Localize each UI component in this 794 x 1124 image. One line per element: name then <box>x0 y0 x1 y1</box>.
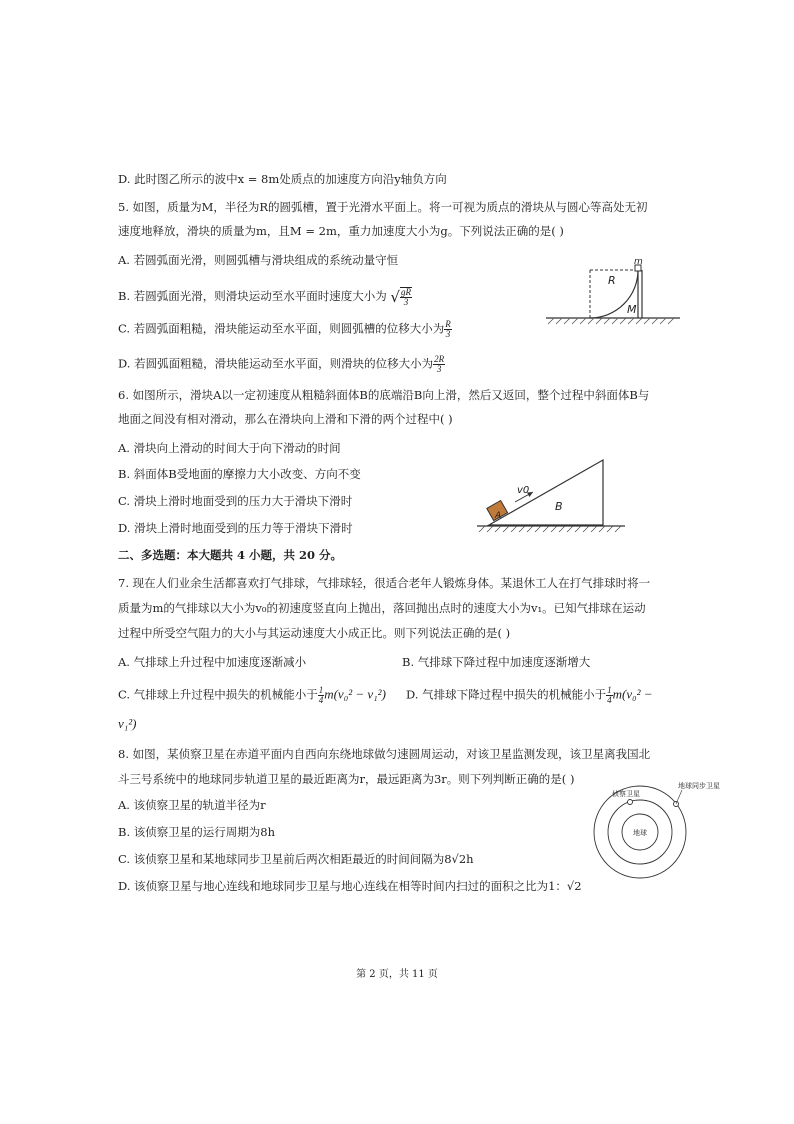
fraction-numerator: 1 <box>607 685 612 695</box>
q7-option-c <box>118 686 386 705</box>
q6-option-c: C. 滑块上滑时地面受到的压力大于滑块下滑时 <box>118 494 353 508</box>
q6-option-b: B. 斜面体B受地面的摩擦力大小改变、方向不变 <box>118 467 361 481</box>
q6-option-d: D. 滑块上滑时地面受到的压力等于滑块下滑时 <box>118 521 353 535</box>
q5-option-b-fraction <box>400 287 412 307</box>
fraction-denominator: 4 <box>318 695 324 705</box>
q7-option-b: B. 气排球下降过程中加速度逐渐增大 <box>402 655 591 669</box>
q8-figure-orbits <box>592 772 732 894</box>
q5-figure-arc-groove <box>540 258 690 334</box>
q7-option-d-expression: m(v₀² − <box>612 686 653 702</box>
q7-option-c-expression: m(v₀² − v₁²) <box>324 686 386 702</box>
ground-hatching <box>548 318 674 324</box>
q7-option-a: A. 气排球上升过程中加速度逐渐减小 <box>118 655 307 669</box>
q5-option-b <box>118 287 412 307</box>
fraction-numerator: 2R <box>434 354 445 364</box>
fraction-denominator: 3 <box>436 364 442 374</box>
q8-option-d: D. 该侦察卫星与地心连线和地球同步卫星与地心连线在相等时间内扫过的面积之比为1：√2 <box>118 879 582 893</box>
label-earth: 地球 <box>633 829 647 837</box>
page-footer: 第 2 页，共 11 页 <box>356 969 438 980</box>
q5-option-a: A. 若圆弧面光滑，则圆弧槽与滑块组成的系统动量守恒 <box>118 253 399 267</box>
label-v0: v0 <box>517 485 530 496</box>
label-leader-line <box>676 790 682 804</box>
q7-option-d <box>406 686 653 705</box>
q6-figure-incline <box>475 455 635 535</box>
q5-option-d-fraction <box>433 355 445 374</box>
q5-option-d-text: D. 若圆弧面粗糙，滑块能运动至水平面，则滑块的位移大小为 <box>118 356 434 371</box>
q6-stem-line1: 6. 如图所示，滑块A以一定初速度从粗糙斜面体B的底端沿B向上滑，然后又返回，整个过程中斜面体B与 <box>118 388 650 402</box>
q7-option-c-text: C. 气排球上升过程中损失的机械能小于 <box>118 687 318 702</box>
fraction-denominator: 4 <box>607 695 612 705</box>
ground-hatching <box>479 526 621 532</box>
spy-satellite <box>628 800 633 805</box>
fraction-denominator: 3 <box>445 329 451 339</box>
sqrt-sign: √ <box>390 288 400 306</box>
q7-option-d-continued: v₁²) <box>118 716 137 731</box>
section-heading-multiple-choice: 二、多选题：本大题共 4 小题，共 20 分。 <box>118 548 343 562</box>
label-R: R <box>608 274 616 287</box>
label-spy-satellite: 侦察卫星 <box>612 790 640 798</box>
q7-stem-line2: 质量为m的气排球以大小为v₀的初速度竖直向上抛出，落回抛出点时的速度大小为v₁。已知气排球在运动 <box>118 601 646 615</box>
q4-option-d: D. 此时图乙所示的波中x = 8m处质点的加速度方向沿y轴负方向 <box>118 172 447 186</box>
label-A: A <box>495 511 502 521</box>
label-B: B <box>555 500 563 513</box>
q5-option-c-text: C. 若圆弧面粗糙，滑块能运动至水平面，则圆弧槽的位移大小为 <box>118 321 445 336</box>
q6-stem-line2: 地面之间没有相对滑动，那么在滑块向上滑和下滑的两个过程中( ) <box>118 412 453 426</box>
q8-option-a: A. 该侦察卫星的轨道半径为r <box>118 798 266 812</box>
label-geostationary-satellite: 地球同步卫星 <box>678 782 720 790</box>
fraction-numerator: R <box>445 319 451 329</box>
q5-stem-line2: 速度地释放，滑块的质量为m，且M = 2m，重力加速度大小为g。下列说法正确的是( ) <box>118 224 564 238</box>
q7-option-d-text: D. 气排球下降过程中损失的机械能小于 <box>406 687 607 702</box>
q6-option-a: A. 滑块向上滑动的时间大于向下滑动的时间 <box>118 441 341 455</box>
fraction-numerator: gR <box>400 287 411 297</box>
q5-option-d <box>118 355 445 374</box>
q8-option-c: C. 该侦察卫星和某地球同步卫星前后两次相距最近的时间间隔为8√2h <box>118 852 474 866</box>
q8-stem-line2: 斗三号系统中的地球同步轨道卫星的最近距离为r，最远距离为3r。则下列判断正确的是( ) <box>118 772 575 786</box>
fraction-denominator: 3 <box>403 297 409 307</box>
q5-option-c-fraction <box>444 320 452 339</box>
q8-stem-line1: 8. 如图，某侦察卫星在赤道平面内自西向东绕地球做匀速圆周运动，对该卫星监测发现，该卫星离我国北 <box>118 747 651 761</box>
label-m: m <box>634 258 643 267</box>
q5-stem-line1: 5. 如图，质量为M，半径为R的圆弧槽，置于光滑水平面上。将一可视为质点的滑块从与圆心等高处无初 <box>118 200 648 214</box>
incline-body-B <box>489 460 603 525</box>
q5-option-b-text: B. 若圆弧面光滑，则滑块运动至水平面时速度大小为 <box>118 289 387 303</box>
q8-option-b: B. 该侦察卫星的运行周期为8h <box>118 825 275 839</box>
q5-option-c <box>118 320 452 339</box>
q7-stem-line3: 过程中所受空气阻力的大小与其运动速度大小成正比。则下列说法正确的是( ) <box>118 626 511 640</box>
q7-stem-line1: 7. 现在人们业余生活都喜欢打气排球，气排球轻，很适合老年人锻炼身体。某退休工人在打气排球时将一 <box>118 576 651 590</box>
label-M: M <box>627 303 637 316</box>
fraction-numerator: 1 <box>318 685 324 695</box>
